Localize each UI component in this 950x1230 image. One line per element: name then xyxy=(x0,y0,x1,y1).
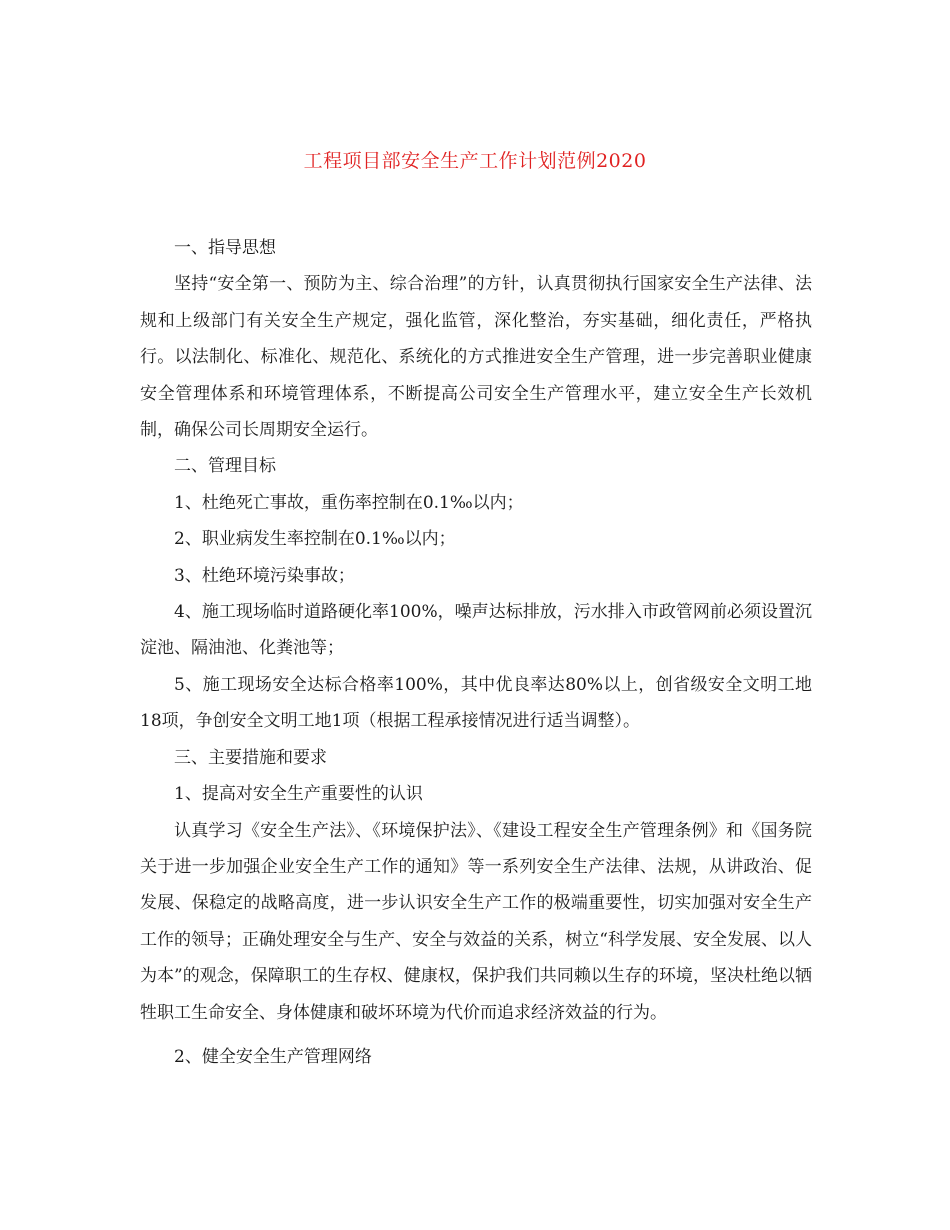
section-heading-management-goals: 二、管理目标 xyxy=(174,456,276,477)
paragraph-measure-1: 认真学习《安全生产法》、《环境保护法》、《建设工程安全生产管理条例》和《国务院关于进一步加强企业安全生产工作的通知》等一系列安全生产法律、法规，从讲政治、促发展、保稳定的战略高度，进一步认识安全生产工作的极端重要性，切实加强对安全生产工作的领导；正确处理安全与生产、安全与效益的关系，树立“科学发展、安全发展、以人为本”的观念，保障职工的生存权、健康权，保护我们共同赖以生存的环境，坚决杜绝以牺牲职工生命安全、身体健康和破坏环境为代价而追求经济效益的行为。 xyxy=(140,820,812,1023)
document-body xyxy=(140,230,812,1075)
goal-item-2: 2、职业病发生率控制在0.1‰以内； xyxy=(174,529,456,550)
subheading-measure-1: 1、提高对安全生产重要性的认识 xyxy=(174,784,423,805)
subheading-measure-2: 2、健全安全生产管理网络 xyxy=(174,1046,372,1067)
goal-item-3: 3、杜绝环境污染事故； xyxy=(174,565,355,586)
section-heading-measures: 三、主要措施和要求 xyxy=(174,747,327,768)
goal-item-1: 1、杜绝死亡事故，重伤率控制在0.1‰以内； xyxy=(174,492,524,513)
goal-item-5: 5、施工现场安全达标合格率100%，其中优良率达80%以上，创省级安全文明工地18项，争创安全文明工地1项（根据工程承接情况进行适当调整）。 xyxy=(140,674,812,732)
section-heading-guiding-ideology: 一、指导思想 xyxy=(174,238,276,258)
paragraph-guiding-ideology: 坚持“安全第一、预防为主、综合治理”的方针，认真贯彻执行国家安全生产法律、法规和上级部门有关安全生产规定，强化监管，深化整治，夯实基础，细化责任，严格执行。以法制化、标准化、规范化、系统化的方式推进安全生产管理，进一步完善职业健康安全管理体系和环境管理体系，不断提高公司安全生产管理水平，建立安全生产长效机制，确保公司长周期安全运行。 xyxy=(140,274,812,441)
document-title: 工程项目部安全生产工作计划范例2020 xyxy=(303,150,647,172)
goal-item-4: 4、施工现场临时道路硬化率100%，噪声达标排放，污水排入市政管网前必须设置沉淀池、隔油池、化粪池等； xyxy=(140,602,812,659)
